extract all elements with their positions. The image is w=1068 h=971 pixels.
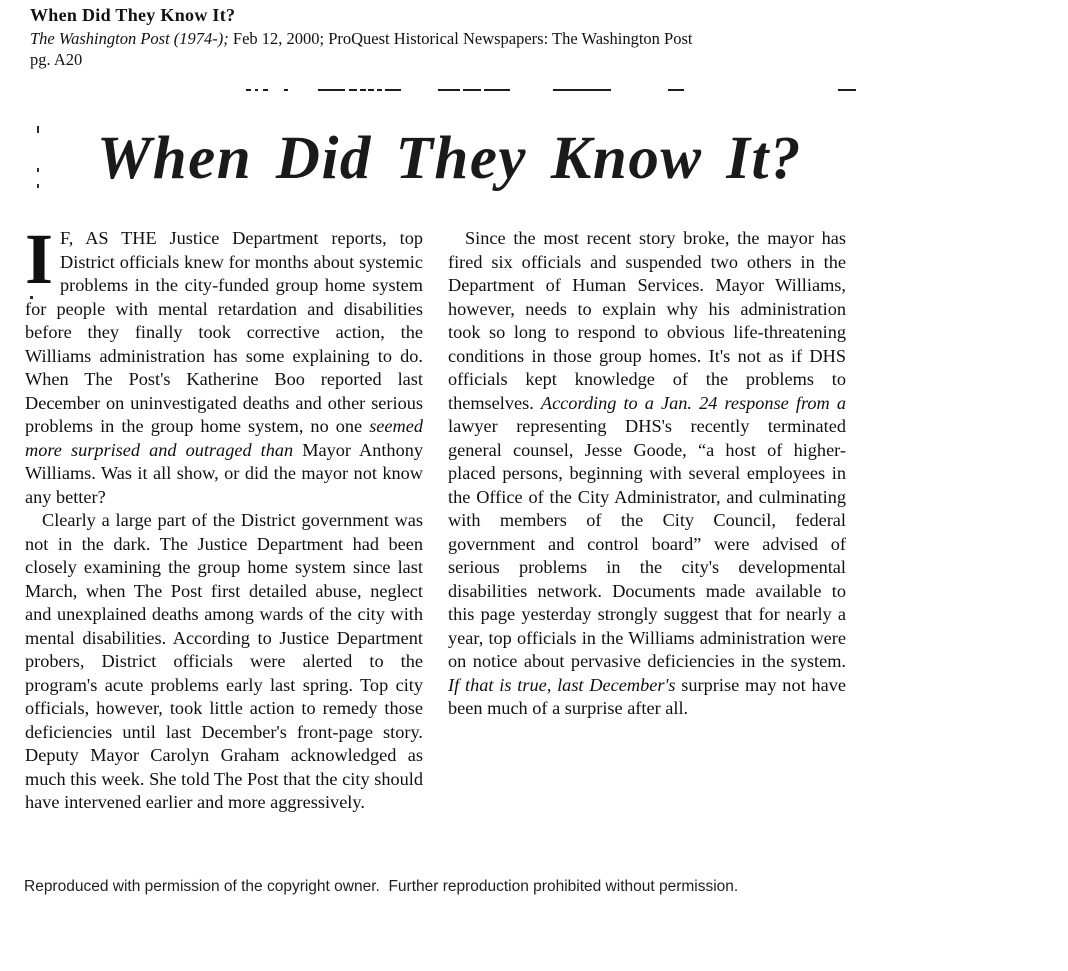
paragraph-1-run: F, AS THE Justice Department reports, top District officials knew for months about systemic problems in the city-funded group home system for people with mental retardation and disabilities before they finally took corrective action, the Williams administration has some explaining to do. When The Post's Katherine Boo reported last December on uninvestigated deaths and other serious problems in the group home system, no one (25, 228, 423, 436)
article-title: When Did They Know It? (30, 5, 236, 25)
drop-cap: I (25, 219, 54, 299)
paragraph-3-run: Since the most recent story broke, the mayor has fired six officials and suspended two others in the Department of Human Services. Mayor Williams, however, needs to explain why his administration took so long to respond to obvious life-threatening conditions in those group homes. It's not as if DHS officials kept knowledge of the problems to themselves. (448, 228, 846, 413)
scan-rule-dash (246, 89, 251, 91)
scan-speck (37, 126, 39, 133)
scan-rule-dash (553, 89, 611, 91)
scan-speck (37, 184, 39, 188)
publication-name: The Washington Post (1974-); (30, 29, 229, 48)
copyright-notice: Reproduced with permission of the copyright owner. Further reproduction prohibited without permission. (24, 878, 739, 895)
headline: When Did They Know It? (97, 125, 802, 192)
paragraph-3-run: surprise may not have been much of a surprise after all. (448, 674, 846, 718)
scan-rule-dash (255, 89, 258, 91)
scan-rule-dash (463, 89, 481, 91)
scan-rule-dash (438, 89, 460, 91)
paragraph-2-run: Clearly a large part of the District government was not in the dark. The Justice Department had been closely examining the group home system since last March, when The Post first detailed abuse, neglect and unexplained deaths among wards of the city with mental disabilities. According to Justice Department probers, District officials were alerted to the program's acute problems early last spring. Top city officials, however, took little action to remedy those deficiencies until last December's front-page story. Deputy Mayor Carolyn Graham acknowledged as much this week. She told The Post that the city should have intervened earlier and more aggressively. (25, 510, 423, 812)
scan-rule-dash (263, 89, 268, 91)
scan-rule-dash (668, 89, 684, 91)
scan-rule-dash (838, 89, 856, 91)
page-number: pg. A20 (30, 50, 83, 69)
scan-speck (37, 168, 39, 172)
paragraph-2 (25, 509, 423, 815)
article-body (25, 219, 846, 843)
scan-rule-dash (385, 89, 401, 91)
scan-rule-dash (284, 89, 288, 91)
scan-rule (0, 89, 1068, 92)
scan-rule-dash (318, 89, 345, 91)
paragraph-1 (25, 219, 423, 509)
paragraph-3-italic-run: If that is true, last December's (448, 674, 676, 695)
source-line (30, 29, 692, 49)
scan-rule-dash (484, 89, 510, 91)
paragraph-3-italic-run: According to a Jan. 24 response from a (540, 392, 846, 413)
paragraph-3-run: lawyer representing DHS's recently terminated general counsel, Jesse Goode, “a host of higher-placed persons, beginning with several employees in the Office of the City Administrator, and culminating with members of the City Council, federal government and control board” were advised of serious problems in the city's developmental disabilities network. Documents made available to this page yesterday strongly suggest that for nearly a year, top officials in the Williams administration were on notice about pervasive deficiencies in the system. (448, 416, 846, 671)
citation-block (30, 5, 692, 70)
publication-date-info: Feb 12, 2000; ProQuest Historical Newspapers: The Washington Post (228, 29, 693, 48)
scan-rule-dash (360, 89, 366, 91)
paragraph-1-italic-run: seemed more surprised and outraged than (25, 416, 423, 460)
scan-rule-dash (377, 89, 382, 91)
scan-rule-dash (368, 89, 374, 91)
paragraph-1-run: Mayor Anthony Williams. Was it all show, or did the mayor not know any better? (25, 439, 423, 507)
scan-rule-dash (349, 89, 357, 91)
paragraph-3 (448, 227, 846, 721)
